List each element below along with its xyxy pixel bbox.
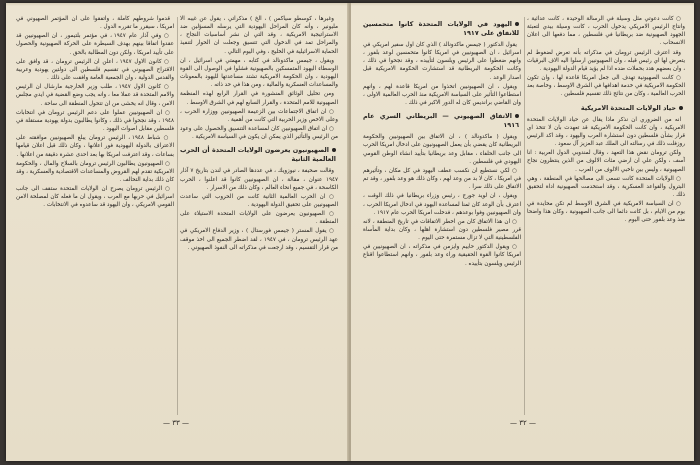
- body-paragraph: ○ ان اتفاق الصهيونيين كان لمساعدة التنسيق والحصول على وعود من الرئيس والتأثير الذي يمكن ان يكون في السياسة الامريكية .: [180, 126, 338, 141]
- heading-text: حياد الولايات المتحدة الامريكية: [580, 103, 676, 112]
- body-paragraph: وقد اعترف الرئيس ترومان في مذكراته بأنه تعرض لضغوط لم يتعرض لها اي رئيس قبله ، وان الصهيونيين ارسلوا اليه الاف البرقيات ، وان بعضهم هدد بحملات ضده اذا لم يؤيد قيام الدولة اليهودية .: [527, 49, 685, 72]
- body-paragraph: ○ ان اتفاق الاجتماعات بين الزعيمة الصهيونيين ووزارة الحرب ، وعلى الاخص وزير الحربية التي كانت من أهمية .: [180, 108, 338, 123]
- column-rule: [177, 17, 178, 415]
- body-paragraph: ○ الولايات المتحدة كانت تسعى الى مصالحها في المنطقة ، وهي البترول والقواعد العسكرية ، وقد استخدمت الصهيونية اداة لتحقيق ذلك .: [527, 175, 685, 198]
- body-paragraph: ويقول ( ماكدونالد ) ، ان الاتفاق بين الصهيونيين والحكومة البريطانية كان يقضي بأن يعمل الصهيونيون على ادخال امريكا الحرب الى جانب الحلفاء ، مقابل وعد بريطانيا بتأييد انشاء الوطن القومي اليهودي في فلسطين .: [363, 134, 521, 165]
- section-heading: [363, 112, 521, 130]
- right-page-column-left: [363, 15, 521, 415]
- body-paragraph: ○ يقول المستر ( جيمس فورستال ) ، وزير الدفاع الامريكي في عهد الرئيس ترومان ، في ١٩٤٧ ، لقد اضطر الجميع الى اخذ موقف من قرار التقسيم ، وقد ارجعت في مذكراته الى النفوذ الصهيوني .: [180, 228, 338, 251]
- section-heading: [363, 20, 521, 38]
- body-paragraph: ○ وفي آذار عام ١٩٤٧ ، في مؤتمر بلتيمور ، ان الصهيونيين قد عقدوا اتفاقا بينهم بهدف السيطرة على الحركة الصهيونية والحصول على تأييد امريكا ، ولكن دون المطالبة بالحق .: [16, 33, 174, 56]
- section-heading: [527, 104, 685, 113]
- body-paragraph: ○ ويقول الدكتور حاييم وايزمن في مذكراته ، ان الصهيونيين في امريكا كانوا القوة الحقيقية وراء وعد بلفور ، وانهم استطاعوا اقناع الرئيس ويلسون بتأييده .: [363, 244, 521, 267]
- bullet-icon: [332, 148, 336, 152]
- page-top-edge: [6, 3, 349, 6]
- bullet-icon: [679, 106, 683, 110]
- body-paragraph: وقالت صحيفة ، نيوزويك ، في عددها الصادر في لندن بتاريخ ٧ آذار ١٩٤٧ عنوان ، مقالة ، ان الصهيونيين كانوا قد اعلنوا ، الحرب الكاسحة ، في جميع انحاء العالم ، وكان ذلك من الاسرار .: [180, 168, 338, 191]
- body-paragraph: ○ الرئيس ترومان يصرح ان الولايات المتحدة ستقف الى جانب اسرائيل في حربها مع العرب ، ويقول ان ما فعله كان لمصلحة الامن القومي الامريكي ، وان اليهود قد ساعدوه في الانتخابات .: [16, 186, 174, 209]
- body-paragraph: ○ الصهيونيون يطالبون الرئيس ترومان بالسلاح والمال ، والحكومة الامريكية تقدم لهم القروض والمساعدات الاقتصادية والعسكرية ، وقد كان ذلك بداية التحالف .: [16, 160, 174, 183]
- body-paragraph: ولكن ترومان نقض هذا التعهد ، وقال لمندوبي الدول العربية : انا آسف ، ولكن علي ان ارضي مئات الالوف من الذين ينتظرون نجاح الصهيونية ، وليس بين ناخبي الالوف من العرب .: [527, 150, 685, 173]
- body-paragraph: ○ ان السياسة الامريكية في الشرق الاوسط لم تكن محايدة في يوم من الايام ، بل كانت دائما الى جانب الصهيونية ، وكان هذا واضحا منذ وعد بلفور حتى اليوم .: [527, 201, 685, 224]
- body-paragraph: ○ لكي نستطيع ان نكسب عطف اليهود في كل مكان ، وتأثيرهم في امريكا ، كان لا بد من وعد لهم ، وكان ذلك هو وعد بلفور ، وقد تم الاتفاق على ذلك سرا .: [363, 167, 521, 191]
- body-paragraph: ○ كانت دعوتي مثل وسيلة في الرسالة الوحيدة ، كانت عدائية ، وانتاج الرئيس الامريكي يدخول الحرب ، كانت وسيلة بيدي لتعبئة الجهود الصهيونية ضد بريطانيا في فلسطين ، مما دفعها الى اعلان الانسحاب .: [527, 16, 685, 47]
- body-paragraph: ○ ان الصهيونيين عملوا على دعم الرئيس ترومان في انتخابات ١٩٤٨ ، وقد نجحوا في ذلك ، وكانوا يطالبون بدولة يهودية مستقلة في فلسطين مقابل اصوات اليهود .: [16, 109, 174, 133]
- left-page-column-right: [180, 15, 338, 415]
- book-spread: [6, 3, 694, 461]
- body-paragraph: ○ الصهيونيون يعرضون على الولايات المتحدة الاستيلاء على المنطقة .: [180, 211, 338, 226]
- bullet-icon: [515, 114, 519, 118]
- left-page: [6, 3, 349, 461]
- body-paragraph: ○ كانون الاول ١٩٤٧ ، اعلن ان الرئيس ترومان ، قد وافق على الاقتراح الصهيوني في تقسيم فلسطين الى دولتين يهودية وعربية والقدس الدولية ، وان الجمعية العامة وافقت على ذلك .: [16, 58, 174, 82]
- body-paragraph: يقول الدكتور ( جيمس ماكدونالد ) الذي كان اول سفير امريكي في اسرائيل ، ان الصهيونيين في امريكا كانوا متحمسين لوعد بلفور ، وانهم ضغطوا على الرئيس ويلسون لتأييده ، وقد نجحوا في ذلك ، وكانت الحكومة البريطانية قد استشارت الحكومة الامريكية قبل اصدار الوعد .: [363, 42, 521, 81]
- page-top-edge: [351, 3, 694, 6]
- page-number: — ٣٣ —: [163, 419, 189, 427]
- body-paragraph: انه من الضروري ان نذكر ماذا يقال عن حياد الولايات المتحدة الامريكية ، وان كانت الحكومة الامريكية قد تعهدت بان لا تتخذ اي قرار بشأن فلسطين دون استشارة العرب واليهود ، وقد اكد الرئيس روزفلت ذلك في رسالته الى الملك عبد العزيز آل سعود .: [527, 116, 685, 148]
- left-page-column-left: [16, 15, 174, 415]
- body-paragraph: ○ ان الحرب العالمية الثانية كانت من الحروب التي ساعدت الصهيونيين على تحقيق الدولة اليهودية .: [180, 193, 338, 208]
- right-page: [351, 3, 694, 461]
- body-paragraph: ○ كانون الاول ١٩٤٧ ، طلب وزير الخارجية مارشال ان الرئيس والامم المتحدة قد عملا معا ، وانه يجب وضع القضية في ايدي مجلس الامن ، وقال انه يخشى من ان تتحول المنطقة الى ساحة .: [16, 84, 174, 107]
- body-paragraph: ○ كانت الصهيونية تهدف الى جعل امريكا قاعدة لها ، وان تكون الحكومة الامريكية في خدمة اهدافها في الشرق الاوسط ، وخاصة بعد الحرب العالمية ، وكان من نتائج ذلك تقسيم فلسطين .: [527, 75, 685, 98]
- right-page-column-right: [527, 15, 685, 415]
- section-heading: [180, 146, 338, 164]
- body-paragraph: وغيرها ، كوسطو سياكس ) ، الخ ) مذكراتي ، يقول عن غيبه الا مليونير ، وأنه كان المراحل اليهودية التي يرسله المسؤلين ضد الاستراتيجية الامريكية ، وقد التي ان نشر أساسيات النجاح ، والمراحل تمد في الدخول التي تتسيق وجعلت ان الحوار لتنفيذ الحماية الاسرائيلية في الخليج ، وفي اليوم التالي .: [180, 16, 338, 55]
- heading-text: الصهيونيون يعرضون الولايات المتحدة أن الحرب العالمية الثانية: [180, 146, 336, 164]
- heading-text: الاتفاق الصهيوني — البريطاني السري عام ١٩١٦: [363, 112, 519, 130]
- body-paragraph: ويقول ، جيمس ماكدونالد في كتابه ، مهمتي في اسرائيل ، ان الوسطاء اليهود المتمسكين بالصهيونية فشلوا في الوصول الى القوة اليهودية ، وان الحكومة الامريكية تشتد مساعدتها لليهود بالمعونات والمساعدات العسكرية والمالية ، ومن هذا في حد ذاته .: [180, 57, 338, 89]
- body-paragraph: ويقول ، ان لويد جورج ، رئيس وزراء بريطانيا في ذلك الوقت ، اعترف بأن الوعد كان ثمنا لمساعدة اليهود في ادخال امريكا الحرب ، وان الصهيونيين وفوا بوعدهم ، فدخلت امريكا الحرب عام ١٩١٧ .: [363, 193, 521, 216]
- body-paragraph: ○ ان هذا الاتفاق كان من اخطر الاتفاقات في تاريخ المنطقة ، لانه قرر مصير فلسطين دون استشارة اهلها ، وكان بداية المأساة الفلسطينية التي لا تزال مستمرة حتى اليوم .: [363, 218, 521, 242]
- bullet-icon: [515, 22, 519, 26]
- body-paragraph: ويقول ، ان الصهيونيين اتخذوا من امريكا قاعدة لهم ، وانهم استطاعوا التأثير على السياسة الامريكية منذ الحرب العالمية الاولى ، وان القاضي برانديس كان له الدور الاكبر في ذلك .: [363, 83, 521, 107]
- heading-text: اليهود في الولايات المتحدة كانوا متحمسين للانفاق على ١٩١٧: [363, 20, 519, 37]
- page-number: — ٣٢ —: [510, 419, 536, 427]
- body-paragraph: قدموا شروطهم كاملة ، واتفقوا على ان المؤتمر الصهيوني في امريكا ، سيقرر ما تقرره الدول .: [16, 16, 174, 31]
- body-paragraph: ومن تحليل الوثائق المنشورة في القرار الرابع لهذه المنظمة الصهيونية للامم المتحدة ، والقرار السابع لهم في الشرق الاوسط .: [180, 91, 338, 106]
- body-paragraph: ○ شباط ١٩٤٨ ، الرئيس ترومان يبلغ الصهيونيين موافقته على الاعتراف بالدولة اليهودية فور اعلانها ، وكان ذلك قبل اعلان قيامها بساعات ، وقد اعترفت امريكا بها بعد احدى عشرة دقيقة من اعلانها .: [16, 135, 174, 158]
- column-rule: [524, 17, 525, 415]
